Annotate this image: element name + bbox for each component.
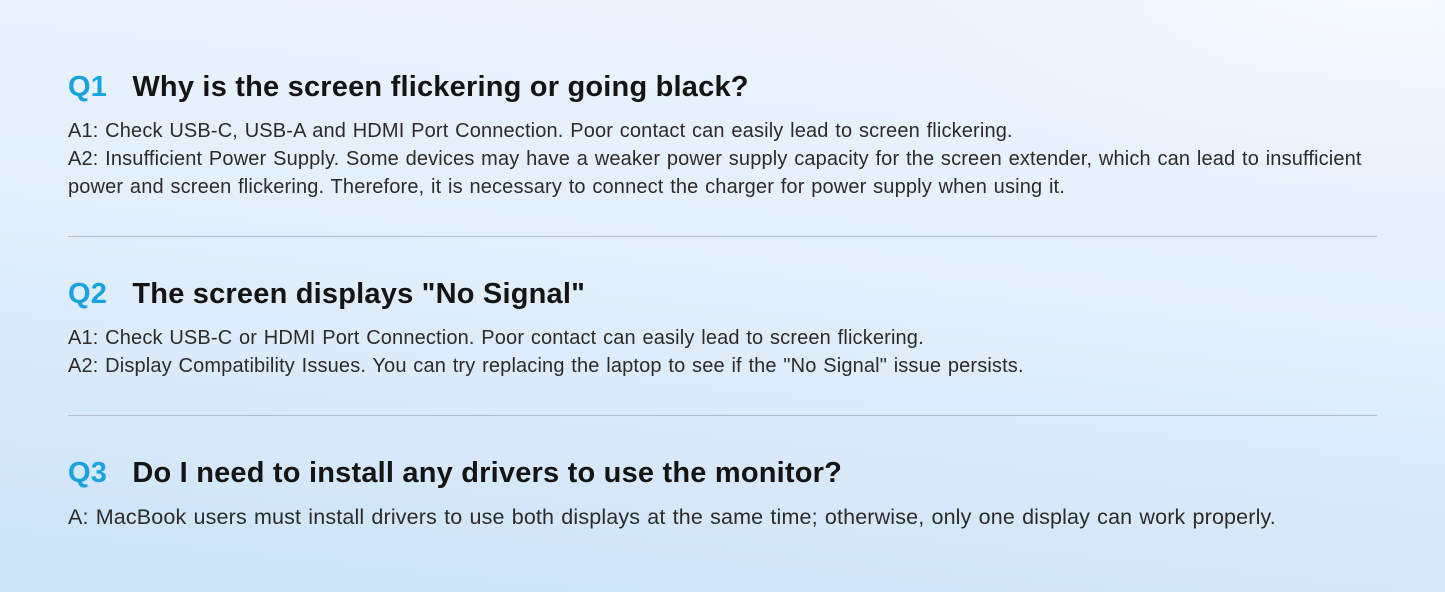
section-divider: [68, 236, 1377, 237]
answer-line: A2: Display Compatibility Issues. You can try replacing the laptop to see if the "No Signal" issue persists.: [68, 355, 1024, 377]
answer-line: A1: Check USB-C or HDMI Port Connection. Poor contact can easily lead to screen flickering.: [68, 327, 924, 349]
question-number-label: Q3: [68, 457, 108, 489]
answer-line: A: MacBook users must install drivers to use both displays at the same time; otherwise, only one display can work properly.: [68, 505, 1276, 529]
faq-answers: [68, 117, 1388, 201]
question-number-label: Q1: [68, 71, 108, 103]
faq-question: [68, 71, 1388, 104]
answer-line: A2: Insufficient Power Supply. Some devices may have a weaker power supply capacity for the screen extender, which can lead to insufficient power and screen flickering. Therefore, it is necessary to connect the charger for power supply when using it.: [68, 148, 1362, 198]
faq-question: [68, 278, 1388, 311]
question-text: Why is the screen flickering or going black?: [132, 71, 749, 103]
faq-item-q2: [68, 278, 1388, 380]
section-divider: [68, 415, 1377, 416]
faq-answers: [68, 324, 1388, 380]
faq-item-q1: [68, 71, 1388, 201]
faq-answers: [68, 503, 1388, 532]
question-text: Do I need to install any drivers to use the monitor?: [132, 457, 843, 489]
faq-item-q3: [68, 457, 1388, 532]
question-text: The screen displays "No Signal": [132, 278, 586, 310]
question-number-label: Q2: [68, 278, 108, 310]
faq-question: [68, 457, 1388, 490]
answer-line: A1: Check USB-C, USB-A and HDMI Port Connection. Poor contact can easily lead to screen flickering.: [68, 120, 1013, 142]
